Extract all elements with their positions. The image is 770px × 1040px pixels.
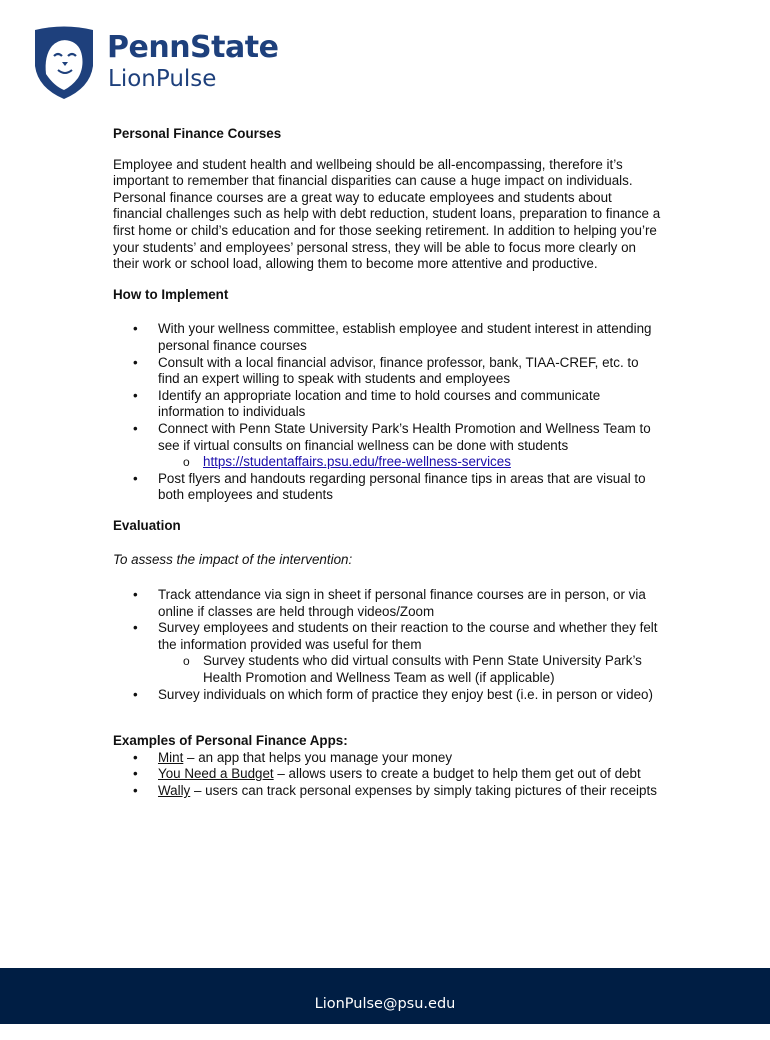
list-item: • Survey individuals on which form of practice they enjoy best (i.e. in person or video) xyxy=(113,687,663,704)
sub-list-item xyxy=(158,454,663,471)
app-name-ynab[interactable]: You Need a Budget xyxy=(158,766,274,782)
wellness-services-link[interactable]: https://studentaffairs.psu.edu/free-wellness-services xyxy=(203,454,511,470)
list-item xyxy=(113,620,663,686)
list-item xyxy=(113,421,663,471)
evaluation-heading: Evaluation xyxy=(113,517,181,533)
footer-email[interactable]: LionPulse@psu.edu xyxy=(314,996,456,1012)
app-desc: – allows users to create a budget to help them get out of debt xyxy=(273,766,641,782)
document-body xyxy=(113,126,663,800)
apps-heading: Examples of Personal Finance Apps: xyxy=(113,733,348,749)
footer-bar xyxy=(0,968,770,1024)
sub-list xyxy=(158,653,663,686)
brand-name: PennState xyxy=(107,30,279,65)
list-item-text: Survey employees and students on their reaction to the course and whether they felt the information provided was useful for them xyxy=(158,620,658,652)
list-item-text: Connect with Penn State University Park’s Health Promotion and Wellness Team to see if virtual consults on financial wellness can be done with students xyxy=(158,420,651,453)
app-name-mint[interactable]: Mint xyxy=(158,749,184,765)
list-item: • Identify an appropriate location and time to hold courses and communicate information to individuals xyxy=(113,388,663,421)
how-to-implement-heading: How to Implement xyxy=(113,286,229,302)
evaluation-list xyxy=(113,587,663,703)
sub-list xyxy=(158,454,663,471)
app-desc: – an app that helps you manage your money xyxy=(183,749,453,765)
list-item xyxy=(113,750,663,767)
list-item: • Track attendance via sign in sheet if personal finance courses are in person, or via online if classes are held through videos/Zoom xyxy=(113,587,663,620)
sub-list-item: o Survey students who did virtual consults with Penn State University Park’s Health Promotion and Wellness Team as well (if applicable) xyxy=(158,653,663,686)
nittany-lion-shield-icon xyxy=(32,26,96,100)
intro-paragraph: Employee and student health and wellbeing should be all-encompassing, therefore it’s important to remember that financial disparities can cause a huge impact on individuals. Personal finance courses are a great way to educate employees and students about financial challenges such as help with debt reduction, student loans, preparation to finance a first home or child’s education and for those seeking retirement. In addition to helping you’re your students’ and employees’ personal stress, they will be able to focus more clearly on their work or school load, allowing them to become more attentive and productive. xyxy=(113,156,661,272)
implementation-list xyxy=(113,321,663,504)
list-item: • Post flyers and handouts regarding personal finance tips in areas that are visual to both employees and students xyxy=(113,471,663,504)
brand-subtitle: LionPulse xyxy=(108,66,217,92)
list-item: • Consult with a local financial advisor, finance professor, bank, TIAA-CREF, etc. to find an expert willing to speak with students and employees xyxy=(113,355,663,388)
list-item: • With your wellness committee, establish employee and student interest in attending personal finance courses xyxy=(113,321,663,354)
list-item xyxy=(113,766,663,783)
evaluation-intro: To assess the impact of the intervention: xyxy=(113,552,353,568)
document-title: Personal Finance Courses xyxy=(113,126,282,141)
list-item xyxy=(113,783,663,800)
app-desc: – users can track personal expenses by simply taking pictures of their receipts xyxy=(190,783,657,798)
app-name-wally[interactable]: Wally xyxy=(158,783,191,798)
apps-list xyxy=(113,750,663,800)
penn-state-logo xyxy=(32,26,279,102)
